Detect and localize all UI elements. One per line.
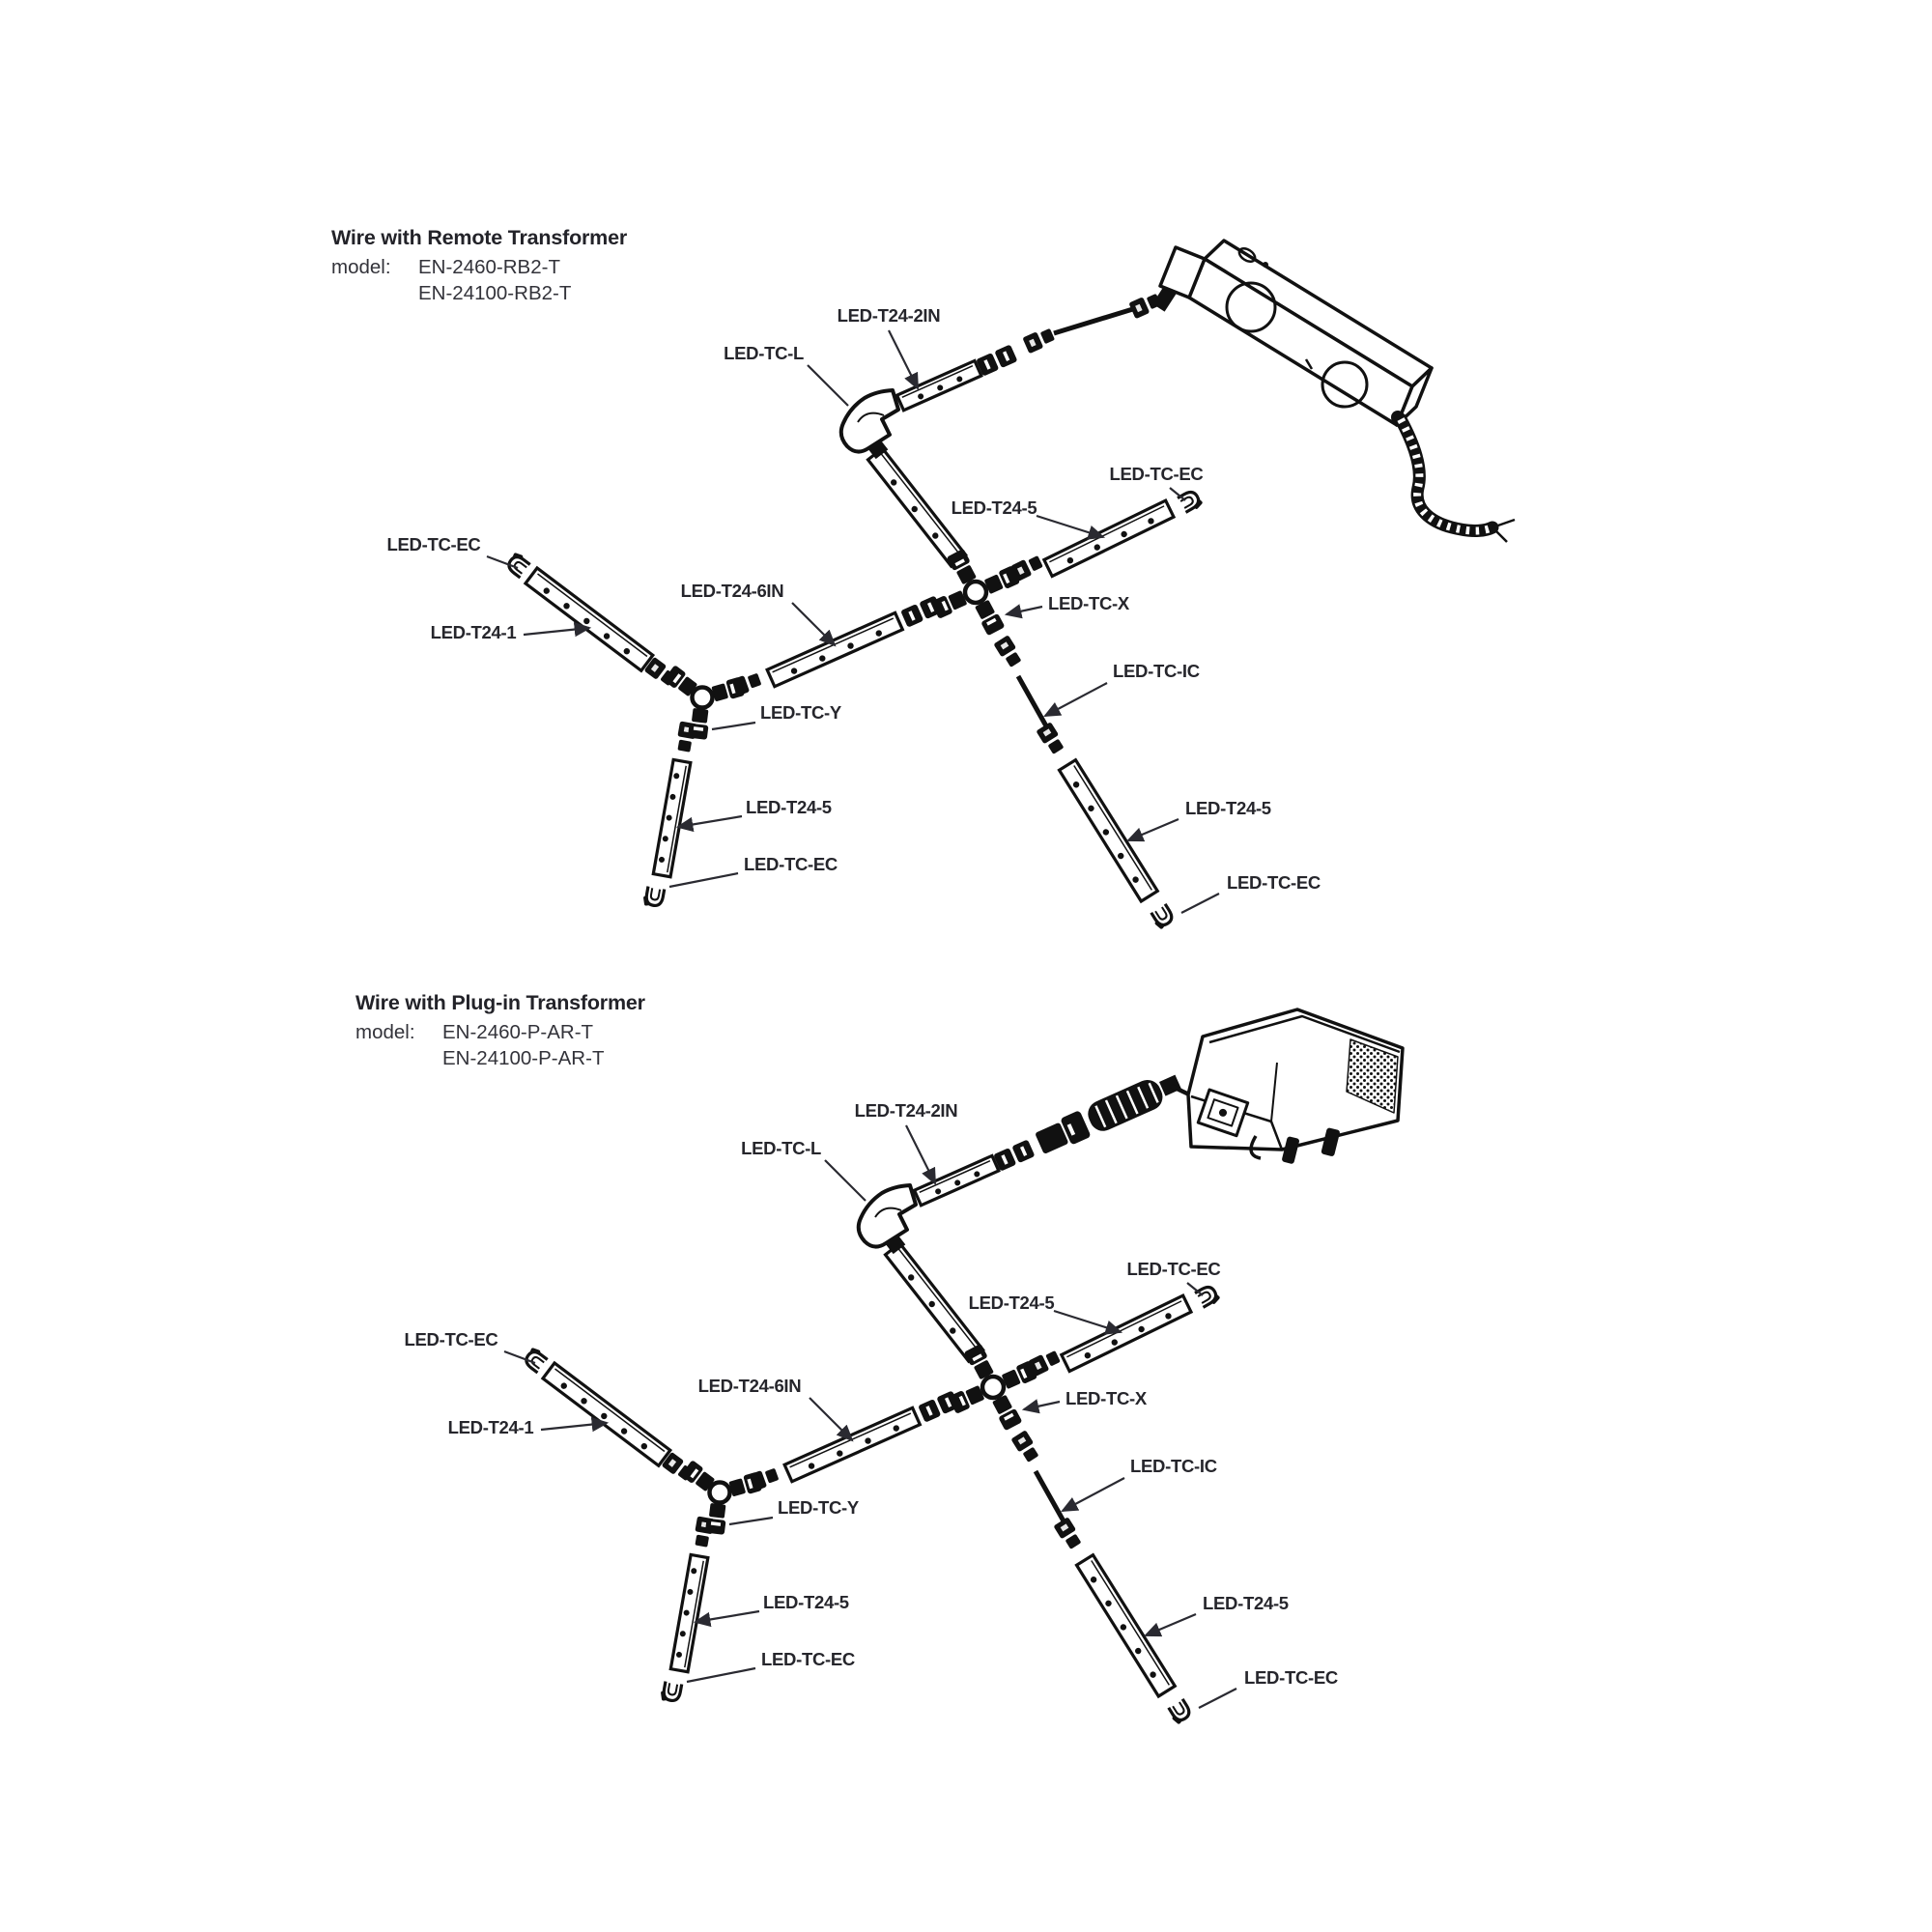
coiled-cord	[1401, 419, 1515, 542]
remote-network	[387, 305, 1321, 931]
remote-model-2: EN-24100-RB2-T	[418, 281, 572, 304]
remote-transformer	[1160, 241, 1432, 425]
remote-title: Wire with Remote Transformer	[331, 226, 628, 249]
plugin-model-1: EN-2460-P-AR-T	[442, 1021, 594, 1043]
plugin-title: Wire with Plug-in Transformer	[355, 991, 645, 1014]
remote-transformer-assembly	[1022, 241, 1515, 542]
barrel-connector	[1084, 1067, 1184, 1135]
feed-cable	[1054, 308, 1136, 333]
model-label: model:	[355, 1021, 415, 1043]
model-label: model:	[331, 256, 391, 278]
remote-model-1: EN-2460-RB2-T	[418, 256, 560, 278]
plugin-transformer	[1188, 1009, 1403, 1164]
cord-plug	[1034, 1110, 1092, 1157]
plugin-network	[405, 1100, 1338, 1726]
inline-connector	[1022, 327, 1056, 355]
plugin-transformer-assembly	[1034, 1009, 1403, 1164]
plugin-model-2: EN-24100-P-AR-T	[442, 1046, 605, 1069]
